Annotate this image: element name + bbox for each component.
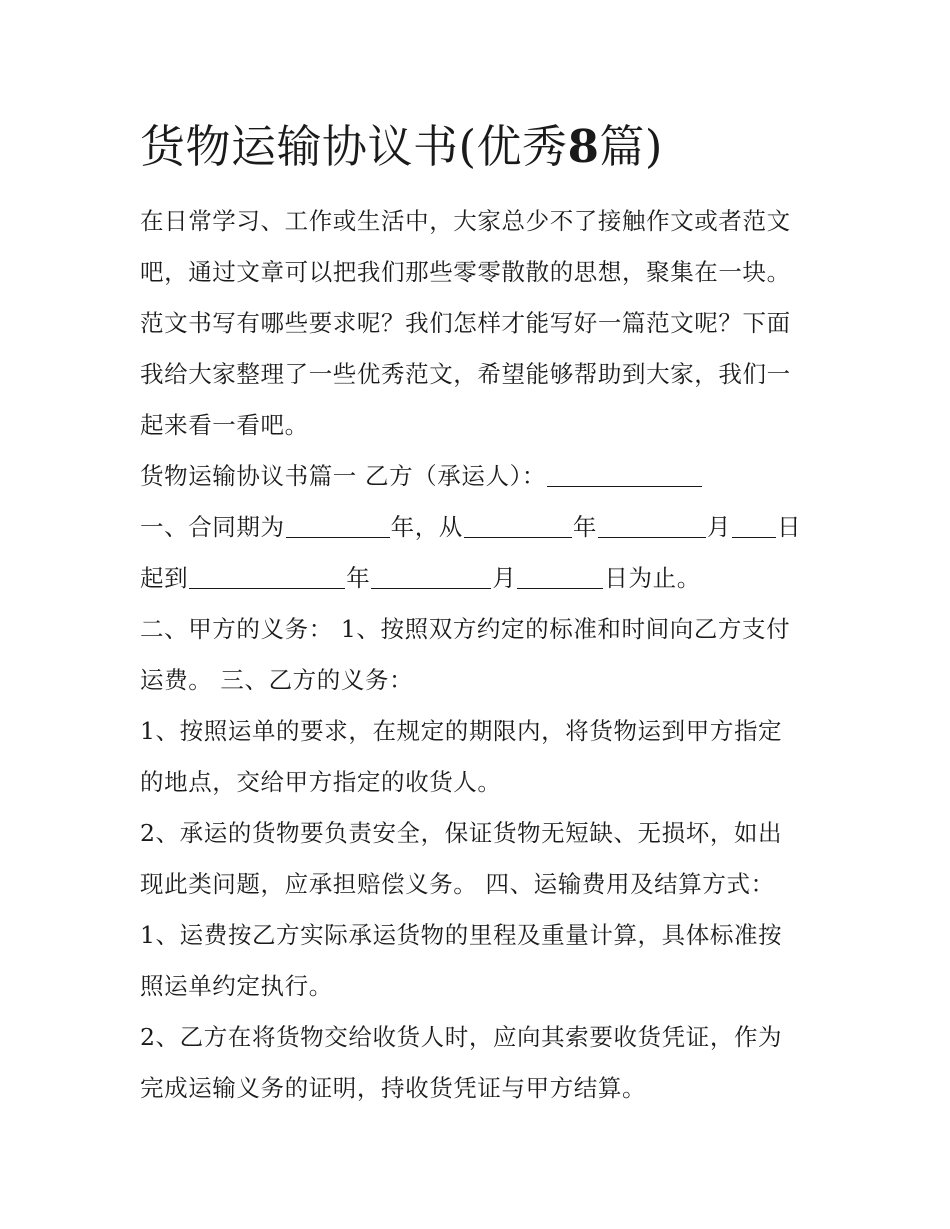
period-label: 一、合同期为	[140, 513, 285, 541]
blank-end-month	[371, 562, 491, 589]
paragraph-line: 我给大家整理了一些优秀范文，希望能够帮助到大家，我们一	[140, 360, 791, 388]
blank-start-month	[598, 511, 706, 538]
blank-carrier-name	[547, 460, 702, 487]
title-number: 8	[567, 120, 600, 173]
paragraph-line: 2、乙方在将货物交给收货人时，应向其索要收货凭证，作为	[140, 1023, 783, 1051]
paragraph-line: 运费。 三、乙方的义务：	[140, 666, 414, 694]
title-tail: 篇)	[599, 120, 663, 173]
paragraph-line: 在日常学习、工作或生活中，大家总少不了接触作文或者范文	[140, 207, 791, 235]
paragraph-line: 二、甲方的义务： 1、按照双方约定的标准和时间向乙方支付	[140, 615, 791, 643]
end-day-unit: 日为止。	[604, 564, 701, 592]
document-title	[140, 112, 663, 182]
blank-end-year	[189, 562, 345, 589]
paragraph-line: 完成运输义务的证明，持收货凭证与甲方结算。	[140, 1074, 647, 1102]
paragraph-line: 照运单约定执行。	[140, 972, 333, 1000]
paragraph-line: 现此类问题，应承担赔偿义务。 四、运输费用及结算方式：	[140, 870, 775, 898]
period-year-from: 年，从	[390, 513, 463, 541]
contract-end-line	[140, 553, 820, 604]
paragraph-line: 起来看一看吧。	[140, 411, 309, 439]
end-month-unit: 月	[492, 564, 517, 592]
contract-heading-text: 货物运输协议书篇一 乙方（承运人）：	[140, 462, 547, 490]
period-month-unit: 月	[707, 513, 732, 541]
paragraph-line: 的地点，交给甲方指定的收货人。	[140, 768, 502, 796]
blank-end-day	[517, 562, 603, 589]
contract-period-line	[140, 502, 820, 553]
paragraph-line: 吧，通过文章可以把我们那些零零散散的思想，聚集在一块。	[140, 258, 791, 286]
title-main: 货物运输协议书(优秀	[140, 120, 568, 173]
end-year-unit: 年	[346, 564, 371, 592]
contract-heading-line	[140, 451, 820, 502]
blank-start-year	[464, 511, 572, 538]
paragraph-line: 1、按照运单的要求，在规定的期限内，将货物运到甲方指定	[140, 717, 783, 745]
period-day-unit: 日	[777, 513, 802, 541]
blank-start-day	[732, 511, 776, 538]
period-year-unit: 年	[572, 513, 598, 541]
paragraph-line: 范文书写有哪些要求呢？我们怎样才能写好一篇范文呢？下面	[140, 309, 791, 337]
paragraph-line: 1、运费按乙方实际承运货物的里程及重量计算，具体标准按	[140, 921, 783, 949]
paragraph-line: 2、承运的货物要负责安全，保证货物无短缺、无损坏，如出	[140, 819, 783, 847]
end-label: 起到	[140, 564, 189, 592]
blank-years	[286, 511, 390, 538]
document-body	[140, 196, 820, 1114]
